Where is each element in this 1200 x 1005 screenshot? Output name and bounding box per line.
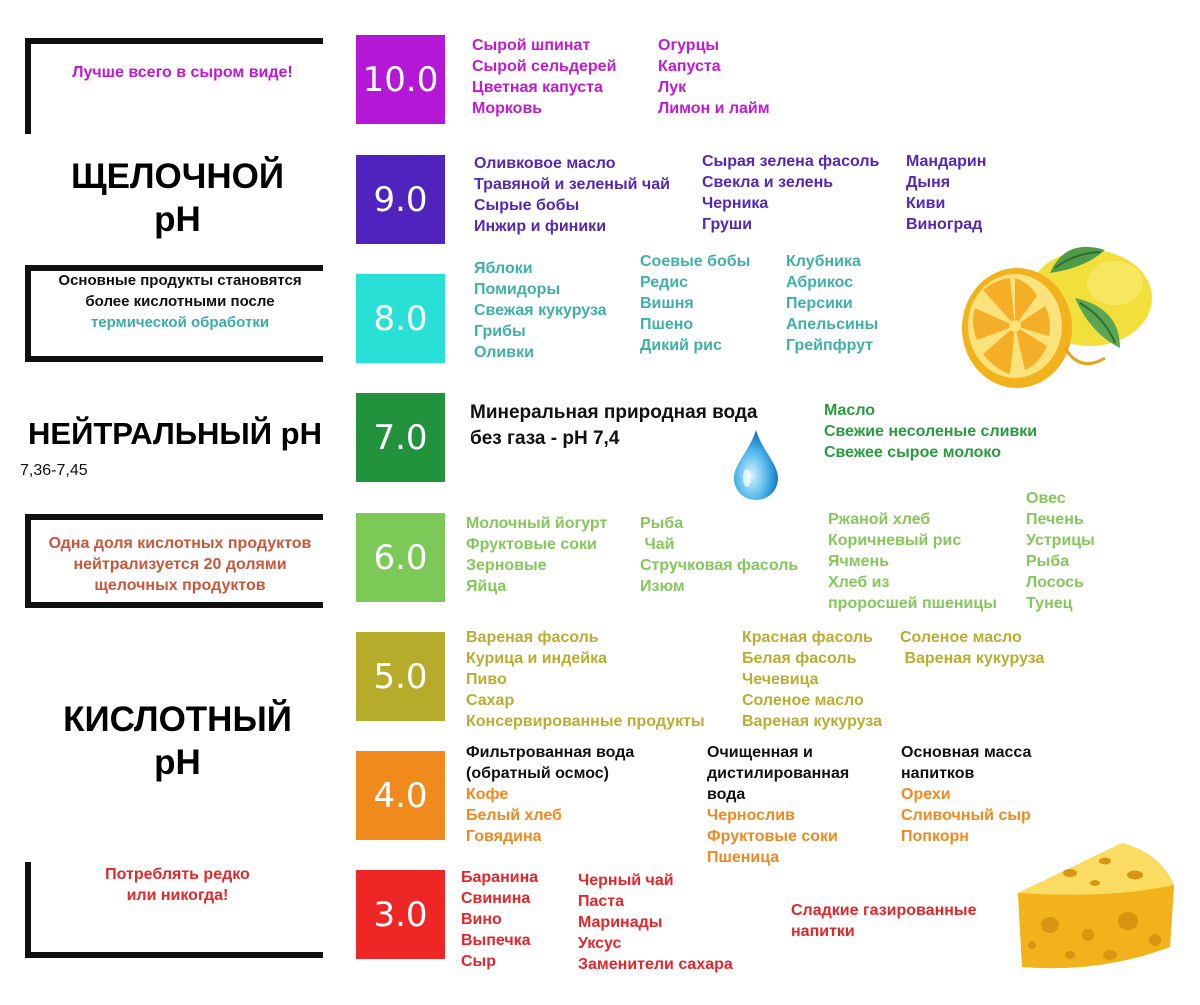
list-item: Соленое масло xyxy=(900,629,1022,646)
list-item: Вишня xyxy=(640,295,694,312)
note-rare-line1: Потреблять редко xyxy=(105,866,250,883)
list-item: Яблоки xyxy=(474,260,533,277)
note-ratio xyxy=(35,533,325,596)
list-item: Мандарин xyxy=(906,153,987,170)
ph-box-8: 8.0 xyxy=(356,274,445,363)
foods-6-col3 xyxy=(828,509,997,614)
water-note-line2: без газа - pH 7,4 xyxy=(470,428,620,449)
list-item: Помидоры xyxy=(474,281,561,298)
list-item: Яйца xyxy=(466,578,507,595)
foods-5-col2 xyxy=(742,627,882,732)
list-item: Соевые бобы xyxy=(640,253,751,270)
list-item: Говядина xyxy=(466,828,542,845)
foods-4-col1 xyxy=(466,742,634,847)
list-item: Консервированные продукты xyxy=(466,713,705,730)
list-item: Орехи xyxy=(901,786,951,803)
list-item: Киви xyxy=(906,195,946,212)
list-item: Лимон и лайм xyxy=(658,100,770,117)
ph-box-4: 4.0 xyxy=(356,751,445,840)
list-item: Вино xyxy=(461,911,502,928)
list-item: Черника xyxy=(702,195,769,212)
note-cooked-line3: термической обработки xyxy=(90,314,270,331)
list-item: Овес xyxy=(1026,490,1066,507)
cheese-illustration-icon xyxy=(1010,835,1180,975)
water-note-line1: Минеральная природная вода xyxy=(470,402,758,423)
foods-10-col2 xyxy=(658,35,770,119)
foods-6-col1 xyxy=(466,513,607,597)
list-heading: напитков xyxy=(901,765,975,782)
heading-alkaline xyxy=(30,155,325,241)
note-ratio-line3: щелочных продуктов xyxy=(94,577,266,594)
list-item: Огурцы xyxy=(658,37,720,54)
heading-acidic-line2: pH xyxy=(154,743,201,782)
list-item: Пиво xyxy=(466,671,507,688)
list-item: Свежая кукуруза xyxy=(474,302,607,319)
list-item: Сырая зелена фасоль xyxy=(702,153,880,170)
note-rare-line2: или никогда! xyxy=(126,887,229,904)
list-item: Груши xyxy=(702,216,753,233)
list-item: Тунец xyxy=(1026,595,1073,612)
foods-6-col2 xyxy=(640,513,798,597)
note-ratio-line2: нейтрализуется 20 долями xyxy=(73,556,287,573)
list-item: Рыба xyxy=(1026,553,1070,570)
list-item: Масло xyxy=(824,402,876,419)
list-item: Баранина xyxy=(461,869,539,886)
list-item: Сахар xyxy=(466,692,515,709)
list-item: Свежее сырое молоко xyxy=(824,444,1001,461)
list-item: Сырой сельдерей xyxy=(472,58,617,75)
list-item: Устрицы xyxy=(1026,532,1095,549)
list-item: Оливковое масло xyxy=(474,155,616,172)
list-item: Сливочный сыр xyxy=(901,807,1031,824)
list-item: Сырые бобы xyxy=(474,197,580,214)
foods-5-col3 xyxy=(900,627,1044,669)
list-item: Ячмень xyxy=(828,553,890,570)
ph-box-9: 9.0 xyxy=(356,155,445,244)
ph-box-6: 6.0 xyxy=(356,513,445,602)
list-item: Выпечка xyxy=(461,932,531,949)
list-item: Лосось xyxy=(1026,574,1084,591)
list-item: Сырой шпинат xyxy=(472,37,591,54)
list-item: Фруктовые соки xyxy=(707,828,838,845)
list-item: Красная фасоль xyxy=(742,629,873,646)
list-item: Молочный йогурт xyxy=(466,515,608,532)
list-item: проросшей пшеницы xyxy=(828,595,997,612)
list-item: Белый хлеб xyxy=(466,807,562,824)
ph-box-5: 5.0 xyxy=(356,632,445,721)
foods-9-col3 xyxy=(906,151,986,235)
list-item: Чернослив xyxy=(707,807,795,824)
list-item: Пшено xyxy=(640,316,694,333)
list-item: Персики xyxy=(786,295,853,312)
ph-box-3: 3.0 xyxy=(356,870,445,959)
ph-box-10: 10.0 xyxy=(356,35,445,124)
foods-9-col1 xyxy=(474,153,670,237)
heading-alkaline-line1: ЩЕЛОЧНОЙ xyxy=(70,157,285,196)
list-item: напитки xyxy=(791,923,855,940)
foods-7-col2 xyxy=(824,400,1037,463)
foods-10-col1 xyxy=(472,35,616,119)
list-item: Дыня xyxy=(906,174,951,191)
water-note xyxy=(470,400,758,452)
list-heading: (обратный осмос) xyxy=(466,765,609,782)
list-item: Кофе xyxy=(466,786,509,803)
list-heading: вода xyxy=(707,786,746,803)
list-item: Заменители сахара xyxy=(578,956,733,973)
list-item: Стручковая фасоль xyxy=(640,557,799,574)
list-item: Редис xyxy=(640,274,689,291)
heading-acidic xyxy=(30,698,325,784)
water-drop-icon xyxy=(732,428,780,502)
note-raw: Лучше всего в сыром виде! xyxy=(72,64,293,81)
list-item: Клубника xyxy=(786,253,861,270)
lemon-illustration-icon xyxy=(955,228,1160,393)
foods-9-col2 xyxy=(702,151,879,235)
list-heading: Очищенная и xyxy=(707,744,813,761)
list-item: Оливки xyxy=(474,344,534,361)
list-item: Чечевица xyxy=(742,671,819,688)
list-item: Дикий рис xyxy=(640,337,722,354)
foods-8-col3 xyxy=(786,251,878,356)
list-item: Белая фасоль xyxy=(742,650,857,667)
list-item: Лук xyxy=(658,79,687,96)
list-item: Сыр xyxy=(461,953,496,970)
list-item: Пшеница xyxy=(707,849,780,866)
list-item: Попкорн xyxy=(901,828,969,845)
list-item: Хлеб из xyxy=(828,574,890,591)
list-item: Паста xyxy=(578,893,625,910)
list-item: Печень xyxy=(1026,511,1084,528)
foods-8-col2 xyxy=(640,251,750,356)
list-item: Фруктовые соки xyxy=(466,536,597,553)
list-item: Рыба xyxy=(640,515,684,532)
list-item: Черный чай xyxy=(578,872,674,889)
list-item: Вареная кукуруза xyxy=(742,713,882,730)
list-item: Свекла и зелень xyxy=(702,174,834,191)
list-item: Уксус xyxy=(578,935,622,952)
list-item: Грейпфрут xyxy=(786,337,874,354)
heading-acidic-line1: КИСЛОТНЫЙ xyxy=(63,700,292,739)
note-cooked xyxy=(35,270,325,333)
list-item: Свинина xyxy=(461,890,531,907)
heading-neutral: НЕЙТРАЛЬНЫЙ pH xyxy=(28,416,322,451)
bracket-raw xyxy=(25,38,323,134)
list-item: Грибы xyxy=(474,323,526,340)
list-item: Капуста xyxy=(658,58,721,75)
foods-5-col1 xyxy=(466,627,705,732)
note-rare xyxy=(30,864,325,906)
note-ratio-line1: Одна доля кислотных продуктов xyxy=(48,535,312,552)
foods-3-col1 xyxy=(461,867,538,972)
list-item: Маринады xyxy=(578,914,663,931)
foods-8-col1 xyxy=(474,258,607,363)
note-cooked-line1: Основные продукты становятся xyxy=(58,272,302,289)
list-item: Морковь xyxy=(472,100,543,117)
list-item: Коричневый рис xyxy=(828,532,962,549)
foods-3-col2 xyxy=(578,870,733,975)
heading-alkaline-line2: pH xyxy=(154,200,201,239)
list-item: Ржаной хлеб xyxy=(828,511,931,528)
list-item: Зерновые xyxy=(466,557,547,574)
list-item: Абрикос xyxy=(786,274,854,291)
list-item: Свежие несоленые сливки xyxy=(824,423,1038,440)
neutral-range: 7,36-7,45 xyxy=(20,462,88,479)
list-item: Чай xyxy=(640,536,675,553)
list-item: Сладкие газированные xyxy=(791,902,977,919)
list-item: Инжир и финики xyxy=(474,218,607,235)
list-item: Апельсины xyxy=(786,316,879,333)
foods-6-col4 xyxy=(1026,488,1095,614)
list-item: Цветная капуста xyxy=(472,79,603,96)
list-item: Изюм xyxy=(640,578,685,595)
ph-box-7: 7.0 xyxy=(356,393,445,482)
list-heading: Основная масса xyxy=(901,744,1032,761)
foods-3-col3 xyxy=(791,900,976,942)
list-item: Травяной и зеленый чай xyxy=(474,176,670,193)
note-cooked-line2: более кислотными после xyxy=(85,293,275,310)
list-item: Курица и индейка xyxy=(466,650,608,667)
list-item: Соленое масло xyxy=(742,692,864,709)
list-item: Вареная кукуруза xyxy=(900,650,1045,667)
list-item: Вареная фасоль xyxy=(466,629,599,646)
foods-4-col3 xyxy=(901,742,1031,847)
list-heading: Фильтрованная вода xyxy=(466,744,635,761)
list-item: Виноград xyxy=(906,216,983,233)
list-heading: дистилированная xyxy=(707,765,850,782)
foods-4-col2 xyxy=(707,742,849,868)
